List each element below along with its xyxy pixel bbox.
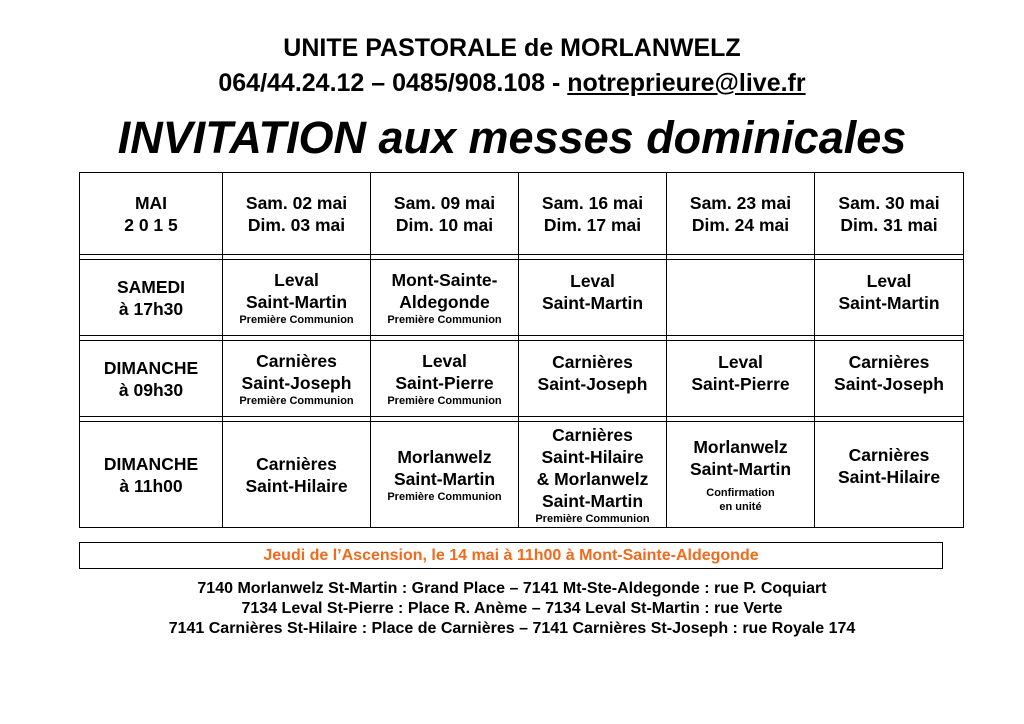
mass-cell (519, 341, 667, 417)
email-link[interactable]: notreprieure@live.fr (567, 69, 806, 97)
mass-cell (223, 341, 371, 417)
ascension-notice: Jeudi de l’Ascension, le 14 mai à 11h00 à Mont-Sainte-Aldegonde (79, 542, 943, 569)
event-note: Première Communion (387, 490, 502, 503)
event-note: Première Communion (535, 512, 650, 525)
location-town: Mont-Sainte- (391, 269, 498, 290)
mass-cell (371, 341, 519, 417)
event-note-2: en unité (719, 500, 762, 513)
sunday-date: Dim. 17 mai (543, 214, 642, 235)
invitation-title: INVITATION aux messes dominicales (117, 112, 907, 163)
location-church: Saint-Martin (689, 458, 792, 479)
church-addresses (0, 579, 1024, 639)
time-label: à 17h30 (118, 298, 184, 319)
year-label: 2 0 1 5 (124, 214, 178, 235)
day-label: DIMANCHE (103, 453, 199, 474)
mass-cell (223, 422, 371, 528)
mass-cell-empty (667, 260, 815, 336)
week-header (371, 173, 519, 255)
header-row (80, 173, 964, 255)
location-church: Saint-Joseph (834, 373, 944, 394)
sunday-0930-row (80, 341, 964, 417)
location-town: Morlanwelz (397, 446, 492, 467)
mass-cell (815, 260, 964, 336)
location-church: Saint-Martin (245, 291, 348, 312)
saturday-1730-row (80, 260, 964, 336)
location-town: Carnières (848, 444, 930, 465)
event-note: Confirmation (706, 486, 775, 499)
event-note: Première Communion (239, 313, 354, 326)
time-label: à 11h00 (119, 475, 183, 496)
event-note: Première Communion (387, 313, 502, 326)
saturday-date: Sam. 23 mai (689, 192, 792, 213)
month-cell (80, 173, 223, 255)
saturday-date: Sam. 30 mai (838, 192, 940, 213)
sunday-date: Dim. 31 mai (840, 214, 938, 235)
mass-cell (667, 341, 815, 417)
location-town: Carnières (552, 424, 633, 445)
location-town: Carnières (256, 350, 337, 371)
row-label (80, 260, 223, 336)
sunday-date: Dim. 24 mai (691, 214, 790, 235)
location-town: Carnières (256, 453, 337, 474)
location-town: Leval (570, 270, 615, 291)
location-church: Saint-Hilaire (541, 446, 644, 467)
row-label (80, 341, 223, 417)
address-line: 7140 Morlanwelz St-Martin : Grand Place – 7141 Mt-Ste-Aldegonde : rue P. Coquiart (197, 580, 827, 597)
location-church: Saint-Pierre (395, 372, 494, 393)
event-note: Première Communion (239, 394, 354, 407)
week-header (815, 173, 964, 255)
mass-cell (371, 260, 519, 336)
location-town: Leval (866, 270, 912, 291)
location-church: Saint-Joseph (537, 373, 648, 394)
mass-cell (815, 341, 964, 417)
location-church: Saint-Hilaire (837, 466, 941, 487)
mass-schedule-table (79, 172, 964, 528)
mass-cell (519, 422, 667, 528)
location-town: Leval (422, 350, 467, 371)
location-church: Saint-Hilaire (245, 475, 348, 496)
time-label: à 09h30 (118, 379, 184, 400)
location-church: Saint-Pierre (691, 373, 790, 394)
month-label: MAI (134, 192, 168, 213)
address-line: 7141 Carnières St-Hilaire : Place de Carnières – 7141 Carnières St-Joseph : rue Royale 174 (168, 620, 856, 637)
location-church: Saint-Martin (838, 292, 940, 313)
contact-line (0, 68, 1024, 98)
event-note: Première Communion (387, 394, 502, 407)
parish-unit-title: UNITE PASTORALE de MORLANWELZ (283, 34, 741, 62)
row-label (80, 422, 223, 528)
week-header (519, 173, 667, 255)
location-church-2: Saint-Martin (541, 490, 644, 511)
location-town: Leval (274, 269, 319, 290)
location-church: Saint-Joseph (241, 372, 352, 393)
week-header (223, 173, 371, 255)
mass-cell (223, 260, 371, 336)
sunday-date: Dim. 03 mai (247, 214, 346, 235)
day-label: SAMEDI (116, 276, 186, 297)
location-town: Carnières (848, 351, 930, 372)
day-label: DIMANCHE (103, 357, 199, 378)
location-town-2: & Morlanwelz (536, 468, 649, 489)
saturday-date: Sam. 02 mai (245, 192, 348, 213)
location-church: Saint-Martin (393, 468, 496, 489)
mass-cell (519, 260, 667, 336)
location-town: Morlanwelz (693, 436, 788, 457)
sunday-1100-row (80, 422, 964, 528)
mass-cell (371, 422, 519, 528)
location-church: Saint-Martin (541, 292, 644, 313)
location-church: Aldegonde (399, 291, 490, 312)
phone-numbers: 064/44.24.12 – 0485/908.108 - (218, 69, 561, 97)
location-town: Leval (718, 351, 763, 372)
saturday-date: Sam. 16 mai (541, 192, 644, 213)
location-town: Carnières (552, 351, 633, 372)
saturday-date: Sam. 09 mai (393, 192, 496, 213)
sunday-date: Dim. 10 mai (395, 214, 494, 235)
mass-cell (667, 422, 815, 528)
mass-cell (815, 422, 964, 528)
address-line: 7134 Leval St-Pierre : Place R. Anème – 7134 Leval St-Martin : rue Verte (241, 600, 783, 617)
week-header (667, 173, 815, 255)
